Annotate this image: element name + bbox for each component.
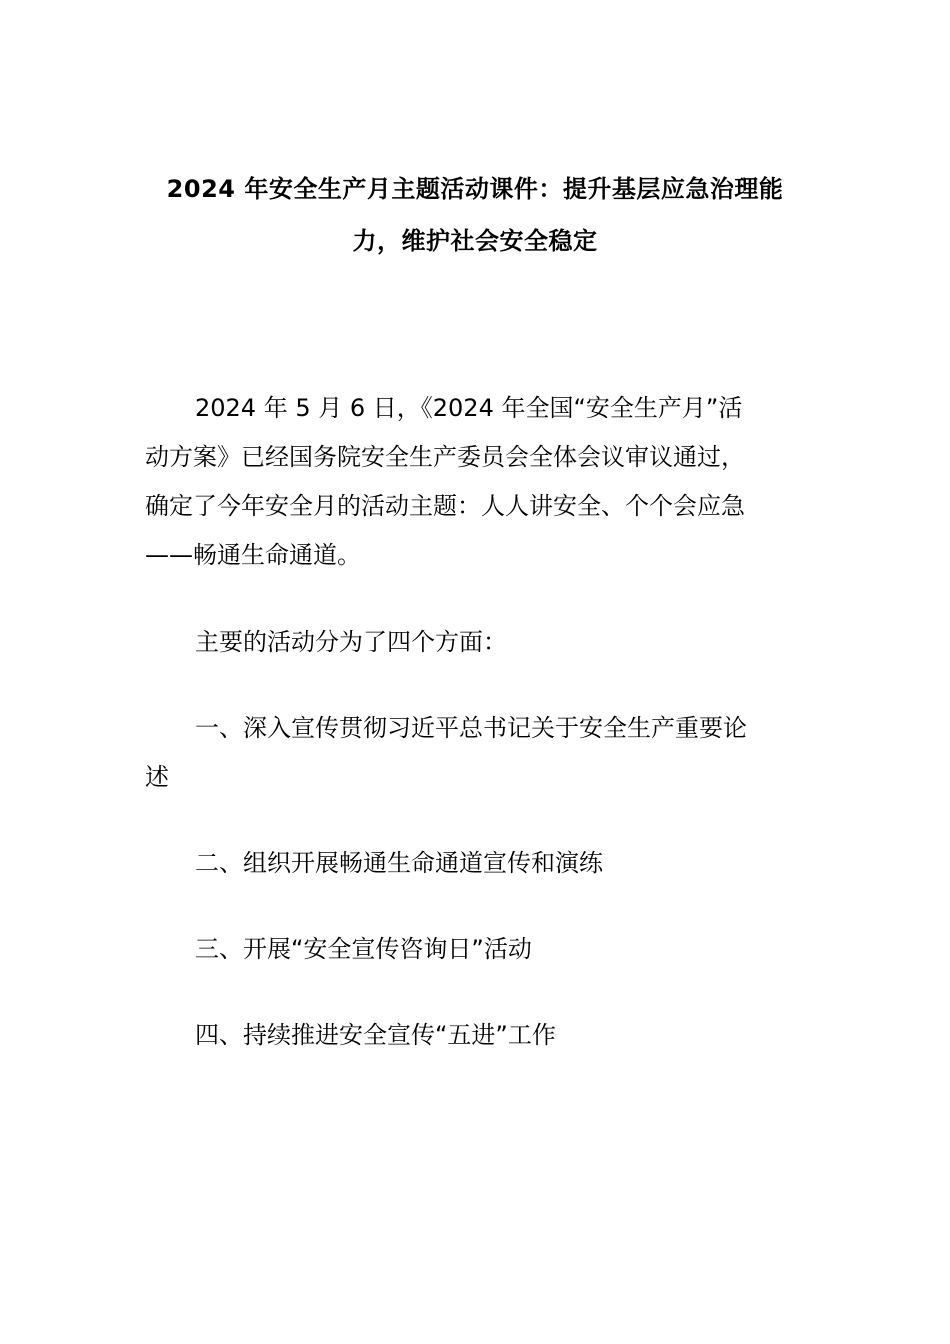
aspects-intro-paragraph bbox=[145, 618, 807, 667]
paragraph-line: 一、深入宣传贯彻习近平总书记关于安全生产重要论 bbox=[195, 714, 747, 742]
paragraph-line: ——畅通生命通道。 bbox=[145, 541, 361, 569]
aspect-item-4 bbox=[145, 1011, 807, 1060]
paragraph-line: 四、持续推进安全宣传“五进”工作 bbox=[195, 1021, 556, 1049]
paragraph-line: 2024 年 5 月 6 日，《2024 年全国“安全生产月”活 bbox=[195, 394, 743, 422]
paragraph-line: 二、组织开展畅通生命通道宣传和演练 bbox=[195, 849, 603, 877]
paragraph-line: 述 bbox=[145, 763, 169, 791]
paragraph-line: 动方案》已经国务院安全生产委员会全体会议审议通过， bbox=[145, 443, 745, 471]
aspect-item-2 bbox=[145, 839, 807, 888]
aspect-item-3 bbox=[145, 925, 807, 974]
document-title bbox=[145, 163, 805, 267]
intro-paragraph bbox=[145, 384, 807, 580]
aspect-item-1 bbox=[145, 704, 807, 802]
title-line: 力，维护社会安全稳定 bbox=[352, 227, 598, 255]
paragraph-line: 确定了今年安全月的活动主题：人人讲安全、个个会应急 bbox=[145, 492, 745, 520]
title-line: 2024 年安全生产月主题活动课件：提升基层应急治理能 bbox=[166, 175, 784, 203]
paragraph-line: 主要的活动分为了四个方面： bbox=[195, 628, 507, 656]
paragraph-line: 三、开展“安全宣传咨询日”活动 bbox=[195, 935, 532, 963]
